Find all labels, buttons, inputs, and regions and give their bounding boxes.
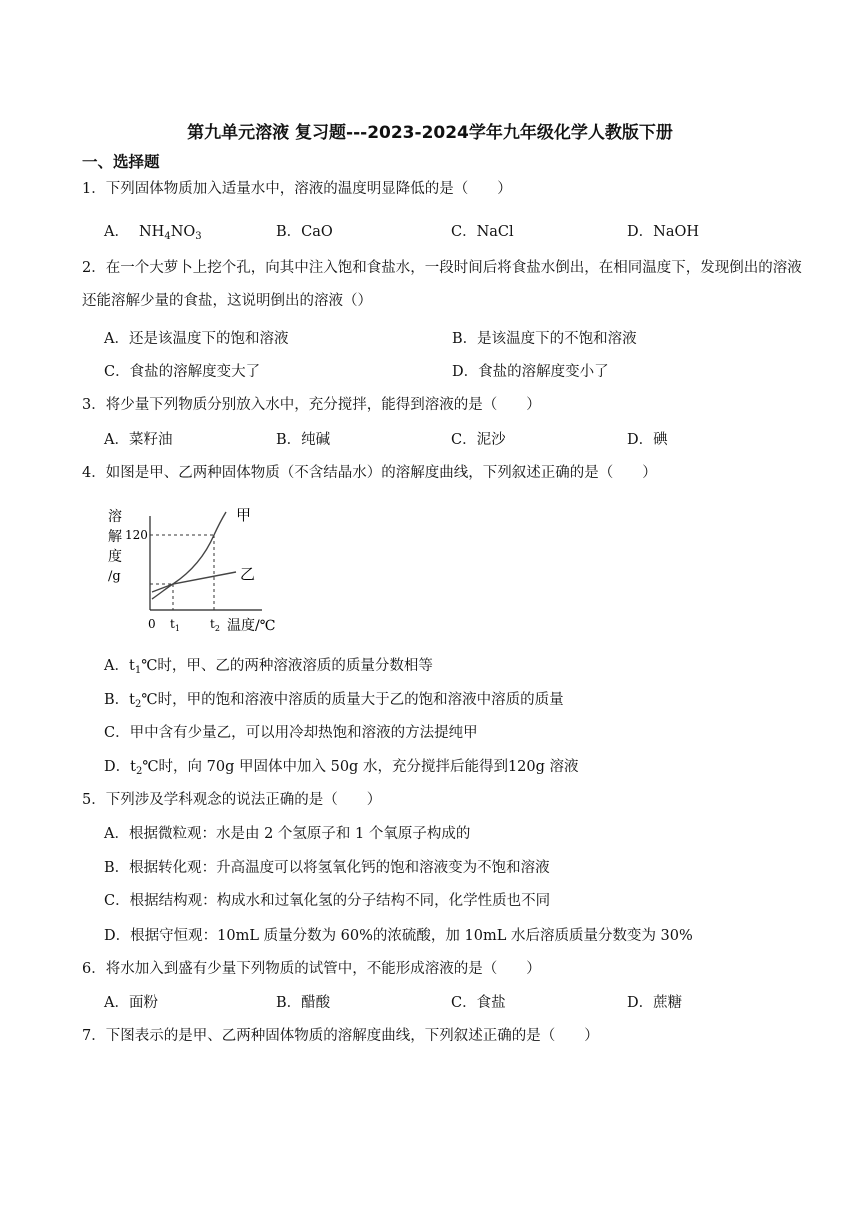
question-4-option-b: B．$t_2℃$时，甲的饱和溶液中溶质的质量大于乙的饱和溶液中溶质的质量 bbox=[104, 692, 564, 710]
question-1-option-a bbox=[104, 220, 202, 242]
question-5-option-d: D．根据守恒观：10mL 质量分数为 60%的浓硫酸，加 10mL 水后溶质质量分数变为 30% bbox=[104, 928, 693, 944]
question-3-option-a: A．菜籽油 bbox=[104, 432, 173, 448]
series-label-yi: 乙 bbox=[240, 565, 256, 583]
question-4-option-d: D．$t_2℃$时，向 70g 甲固体中加入 50g 水，充分搅拌后能得到120g 溶液 bbox=[104, 759, 579, 777]
series-label-jia: 甲 bbox=[236, 506, 252, 524]
question-2-stem: 2．在一个大萝卜上挖个孔，向其中注入饱和食盐水，一段时间后将食盐水倒出，在相同温度下，发现倒出的溶液还能溶解少量的食盐，这说明倒出的溶液（） bbox=[82, 260, 802, 309]
question-5-option-b: B．根据转化观：升高温度可以将氢氧化钙的饱和溶液变为不饱和溶液 bbox=[104, 860, 550, 876]
y-axis-label-char-3: 度 bbox=[108, 549, 122, 565]
formula-nh4no3: $NH_4NO_3$ bbox=[138, 224, 202, 242]
question-1-option-c: C．NaCl bbox=[451, 224, 514, 240]
question-6-option-b: B．醋酸 bbox=[276, 995, 331, 1011]
question-2-option-c: C．食盐的溶解度变大了 bbox=[104, 364, 261, 380]
question-2-option-d: D．食盐的溶解度变小了 bbox=[452, 364, 609, 380]
question-6-option-c: C．食盐 bbox=[451, 995, 506, 1011]
option-label: A． bbox=[104, 224, 129, 240]
page-title: 第九单元溶液 复习题---2023-2024学年九年级化学人教版下册 bbox=[187, 123, 673, 143]
question-7-stem: 7．下图表示的是甲、乙两种固体物质的溶解度曲线，下列叙述正确的是（ ） bbox=[82, 1028, 599, 1044]
question-3-option-c: C．泥沙 bbox=[451, 432, 506, 448]
question-5-stem: 5．下列涉及学科观念的说法正确的是（ ） bbox=[82, 792, 382, 808]
question-4-stem: 4．如图是甲、乙两种固体物质（不含结晶水）的溶解度曲线，下列叙述正确的是（ ） bbox=[82, 465, 657, 481]
question-2-option-a: A．还是该温度下的饱和溶液 bbox=[104, 331, 289, 347]
section-heading: 一、选择题 bbox=[82, 153, 160, 171]
y-tick-120: 120 bbox=[125, 528, 148, 542]
solubility-curve-diagram bbox=[100, 500, 300, 640]
question-3-option-b: B．纯碱 bbox=[276, 432, 331, 448]
y-axis-label-unit: /g bbox=[108, 569, 121, 584]
curve-jia bbox=[152, 512, 226, 599]
y-axis-label-char-1: 溶 bbox=[108, 509, 122, 525]
question-3-stem: 3．将少量下列物质分别放入水中，充分搅拌，能得到溶液的是（ ） bbox=[82, 397, 541, 413]
x-axis-label: 温度/℃ bbox=[227, 618, 276, 634]
question-4-option-c: C．甲中含有少量乙，可以用冷却热饱和溶液的方法提纯甲 bbox=[104, 725, 478, 741]
question-1-option-d: D．NaOH bbox=[627, 224, 699, 240]
question-6-stem: 6．将水加入到盛有少量下列物质的试管中，不能形成溶液的是（ ） bbox=[82, 961, 541, 977]
question-5-option-a: A．根据微粒观：水是由 2 个氢原子和 1 个氧原子构成的 bbox=[104, 826, 471, 842]
question-6-option-d: D．蔗糖 bbox=[627, 995, 683, 1011]
question-4-option-a: A．$t_1℃$时，甲、乙的两种溶液溶质的质量分数相等 bbox=[104, 658, 433, 676]
y-axis-label-char-2: 解 bbox=[108, 529, 122, 545]
question-3-option-d: D．碘 bbox=[627, 432, 668, 448]
question-1-option-b: B．CaO bbox=[276, 224, 333, 240]
question-2-option-b: B．是该温度下的不饱和溶液 bbox=[452, 331, 637, 347]
x-tick-t1: $t_1$ bbox=[170, 617, 180, 633]
x-tick-origin: 0 bbox=[148, 617, 156, 631]
x-tick-t2: $t_2$ bbox=[210, 617, 220, 633]
question-5-option-c: C．根据结构观：构成水和过氧化氢的分子结构不同，化学性质也不同 bbox=[104, 893, 551, 909]
question-6-option-a: A．面粉 bbox=[104, 995, 158, 1011]
question-1-stem: 1．下列固体物质加入适量水中，溶液的温度明显降低的是（ ） bbox=[82, 181, 512, 197]
